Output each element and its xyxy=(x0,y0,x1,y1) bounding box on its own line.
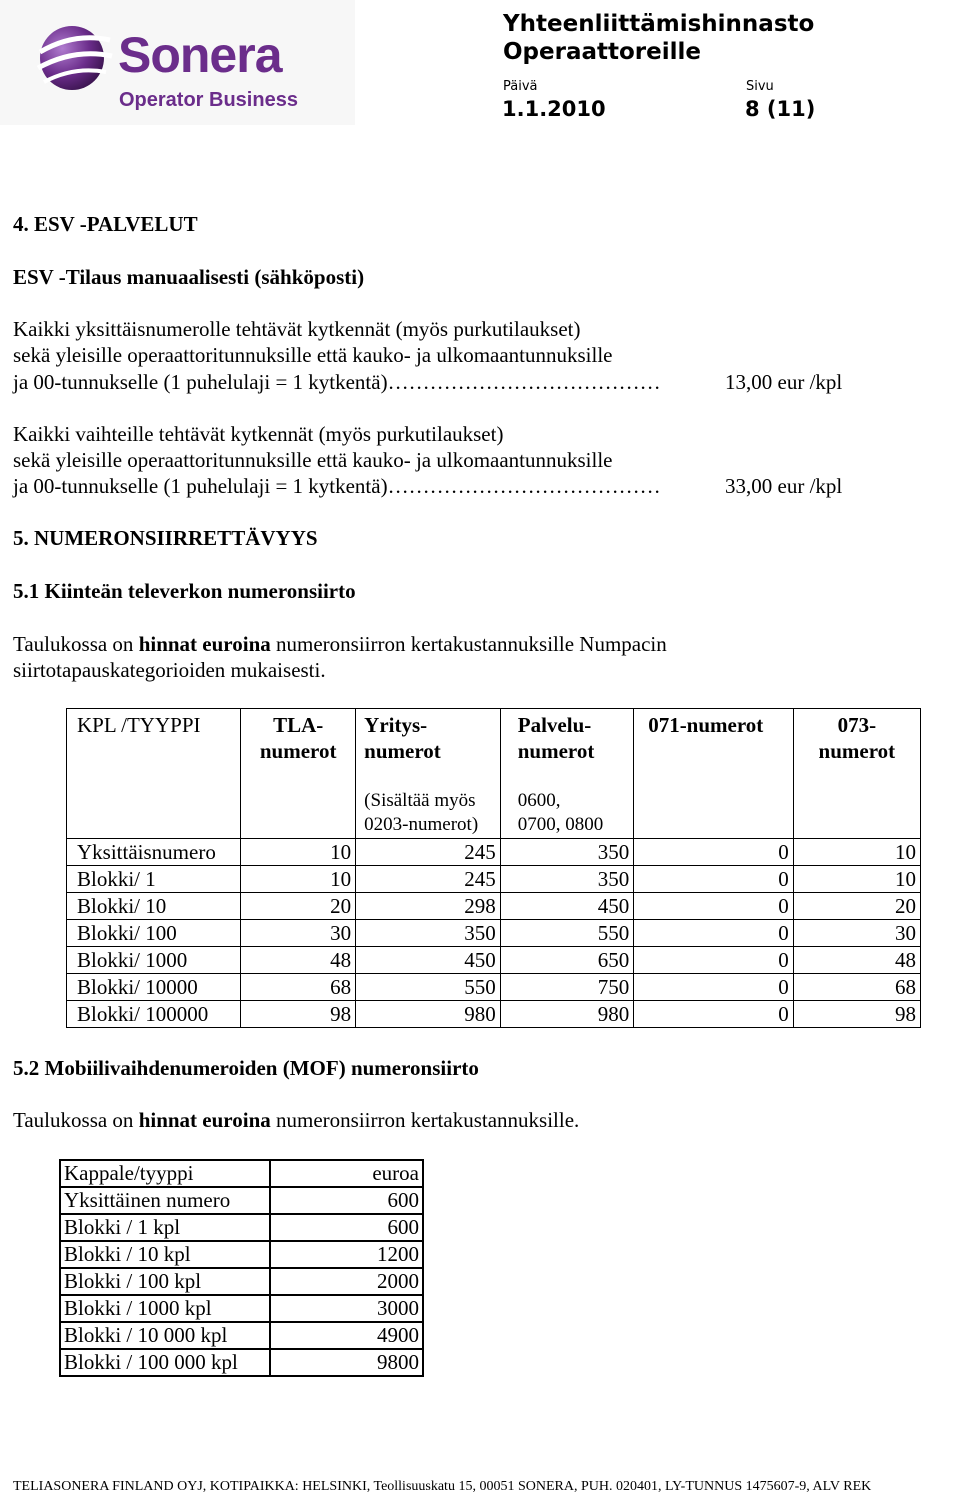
logo-subtitle: Operator Business xyxy=(119,89,298,111)
document-title: Yhteenliittämishinnasto Operaattoreille xyxy=(503,11,815,65)
row-label-cell: Blokki/ 100000 xyxy=(67,1001,241,1028)
table-row xyxy=(60,1187,423,1214)
price-cell: 600 xyxy=(270,1187,423,1214)
section-5-heading: 5. NUMERONSIIRRETTÄVYYS xyxy=(13,526,318,550)
price-cell: 68 xyxy=(793,974,920,1001)
header-cell: euroa xyxy=(270,1160,423,1187)
price-cell: 9800 xyxy=(270,1349,423,1376)
price-cell: 245 xyxy=(356,839,501,866)
logo-wordmark: Sonera xyxy=(118,27,282,83)
price-switchboard: 33,00 eur /kpl xyxy=(725,474,843,498)
price-cell: 48 xyxy=(793,947,920,974)
price-cell: 0 xyxy=(634,947,794,974)
price-cell: 1200 xyxy=(270,1241,423,1268)
price-cell: 4900 xyxy=(270,1322,423,1349)
price-cell: 550 xyxy=(500,920,633,947)
price-cell: 48 xyxy=(241,947,356,974)
price-cell: 0 xyxy=(634,974,794,1001)
row-label-cell: Blokki/ 10000 xyxy=(67,974,241,1001)
price-cell: 20 xyxy=(241,893,356,920)
table-row xyxy=(60,1214,423,1241)
subheader-cell: 0600, 0700, 0800 xyxy=(500,780,633,839)
price-cell: 10 xyxy=(793,839,920,866)
table-row xyxy=(60,1268,423,1295)
price-cell: 30 xyxy=(793,920,920,947)
price-cell: 650 xyxy=(500,947,633,974)
paragraph-line: sekä yleisille operaattoritunnuksille että kauko- ja ulkomaantunnuksille xyxy=(13,343,613,367)
row-label-cell: Yksittäisnumero xyxy=(67,839,241,866)
price-cell: 98 xyxy=(241,1001,356,1028)
paragraph-line: ja 00-tunnukselle (1 puhelulaji = 1 kytkentä)………………………………… xyxy=(13,370,661,394)
fixed-network-porting-table xyxy=(66,708,921,1028)
table-row xyxy=(67,920,921,947)
row-label-cell: Blokki / 1 kpl xyxy=(60,1214,270,1241)
table-row xyxy=(67,947,921,974)
table-header-row xyxy=(60,1160,423,1187)
table1-intro xyxy=(13,631,667,657)
intro-bold: hinnat euroina xyxy=(138,1108,271,1132)
price-cell: 245 xyxy=(356,866,501,893)
table-row xyxy=(67,893,921,920)
row-label-cell: Blokki / 10 kpl xyxy=(60,1241,270,1268)
row-label-cell: Blokki / 100 000 kpl xyxy=(60,1349,270,1376)
paragraph-line: ja 00-tunnukselle (1 puhelulaji = 1 kytkentä)………………………………… xyxy=(13,474,661,498)
section-5-2-heading: 5.2 Mobiilivaihdenumeroiden (MOF) numeronsiirto xyxy=(13,1056,479,1080)
header-cell: KPL /TYYPPI xyxy=(67,709,241,781)
table-row xyxy=(67,1001,921,1028)
row-label-cell: Yksittäinen numero xyxy=(60,1187,270,1214)
table-header-row xyxy=(67,709,921,781)
paragraph-line: sekä yleisille operaattoritunnuksille että kauko- ja ulkomaantunnuksille xyxy=(13,448,613,472)
intro-bold: hinnat euroina xyxy=(138,632,271,656)
row-label-cell: Blokki/ 100 xyxy=(67,920,241,947)
price-cell: 30 xyxy=(241,920,356,947)
price-cell: 0 xyxy=(634,893,794,920)
table-row xyxy=(60,1322,423,1349)
price-single: 13,00 eur /kpl xyxy=(725,370,843,394)
header-cell: Palvelu- numerot xyxy=(500,709,633,781)
company-logo xyxy=(0,0,355,125)
subheader-cell xyxy=(241,780,356,839)
subheader-cell xyxy=(793,780,920,839)
subheader-cell xyxy=(634,780,794,839)
sonera-globe-icon xyxy=(34,18,114,96)
price-cell: 3000 xyxy=(270,1295,423,1322)
table-row xyxy=(60,1349,423,1376)
header-cell: 073- numerot xyxy=(793,709,920,781)
table-row xyxy=(67,839,921,866)
page-number: 8 (11) xyxy=(745,97,816,121)
price-cell: 0 xyxy=(634,866,794,893)
price-cell: 980 xyxy=(500,1001,633,1028)
table-row xyxy=(60,1295,423,1322)
paragraph-line: Kaikki vaihteille tehtävät kytkennät (myös purkutilaukset) xyxy=(13,422,504,446)
subheader-cell xyxy=(67,780,241,839)
table2-intro xyxy=(13,1107,579,1133)
price-cell: 10 xyxy=(241,866,356,893)
intro-text: numeronsiirron kertakustannuksille Numpacin xyxy=(270,632,667,656)
header-cell: Kappale/tyyppi xyxy=(60,1160,270,1187)
section-5-1-heading: 5.1 Kiinteän televerkon numeronsiirto xyxy=(13,579,356,603)
intro-text: Taulukossa on xyxy=(13,632,139,656)
row-label-cell: Blokki / 10 000 kpl xyxy=(60,1322,270,1349)
table-subheader-row xyxy=(67,780,921,839)
row-label-cell: Blokki / 100 kpl xyxy=(60,1268,270,1295)
price-cell: 350 xyxy=(356,920,501,947)
row-label-cell: Blokki / 1000 kpl xyxy=(60,1295,270,1322)
table-row xyxy=(67,974,921,1001)
price-cell: 98 xyxy=(793,1001,920,1028)
price-cell: 750 xyxy=(500,974,633,1001)
price-cell: 350 xyxy=(500,866,633,893)
price-cell: 0 xyxy=(634,839,794,866)
header-cell: TLA- numerot xyxy=(241,709,356,781)
header-cell: 071-numerot xyxy=(634,709,794,781)
price-cell: 550 xyxy=(356,974,501,1001)
row-label-cell: Blokki/ 1000 xyxy=(67,947,241,974)
intro-text: numeronsiirron kertakustannuksille. xyxy=(270,1108,580,1132)
page-label: Sivu xyxy=(746,79,774,94)
price-cell: 298 xyxy=(356,893,501,920)
page-footer: TELIASONERA FINLAND OYJ, KOTIPAIKKA: HELSINKI, Teollisuuskatu 15, 00051 SONERA, PUH. 020401, LY-TUNNUS 1475607-9, ALV REK xyxy=(13,1479,872,1494)
price-cell: 450 xyxy=(356,947,501,974)
subheader-cell: (Sisältää myös 0203-numerot) xyxy=(356,780,501,839)
price-cell: 68 xyxy=(241,974,356,1001)
price-cell: 980 xyxy=(356,1001,501,1028)
price-cell: 10 xyxy=(793,866,920,893)
table-body xyxy=(60,1187,423,1376)
table-row xyxy=(67,866,921,893)
table-row xyxy=(60,1241,423,1268)
price-cell: 2000 xyxy=(270,1268,423,1295)
price-cell: 0 xyxy=(634,1001,794,1028)
header-cell: Yritys- numerot xyxy=(356,709,501,781)
intro-text: Taulukossa on xyxy=(13,1108,139,1132)
section-4-subheading: ESV -Tilaus manuaalisesti (sähköposti) xyxy=(13,265,365,289)
price-cell: 450 xyxy=(500,893,633,920)
section-4-heading: 4. ESV -PALVELUT xyxy=(13,212,198,236)
price-cell: 20 xyxy=(793,893,920,920)
table-body xyxy=(67,839,921,1028)
row-label-cell: Blokki/ 10 xyxy=(67,893,241,920)
price-cell: 350 xyxy=(500,839,633,866)
date-value: 1.1.2010 xyxy=(502,97,606,121)
mobile-porting-table xyxy=(59,1159,424,1377)
price-cell: 600 xyxy=(270,1214,423,1241)
paragraph-line: Kaikki yksittäisnumerolle tehtävät kytkennät (myös purkutilaukset) xyxy=(13,317,581,341)
row-label-cell: Blokki/ 1 xyxy=(67,866,241,893)
price-cell: 0 xyxy=(634,920,794,947)
price-cell: 10 xyxy=(241,839,356,866)
table1-intro-line2: siirtotapauskategorioiden mukaisesti. xyxy=(13,658,326,682)
date-label: Päivä xyxy=(503,79,538,94)
